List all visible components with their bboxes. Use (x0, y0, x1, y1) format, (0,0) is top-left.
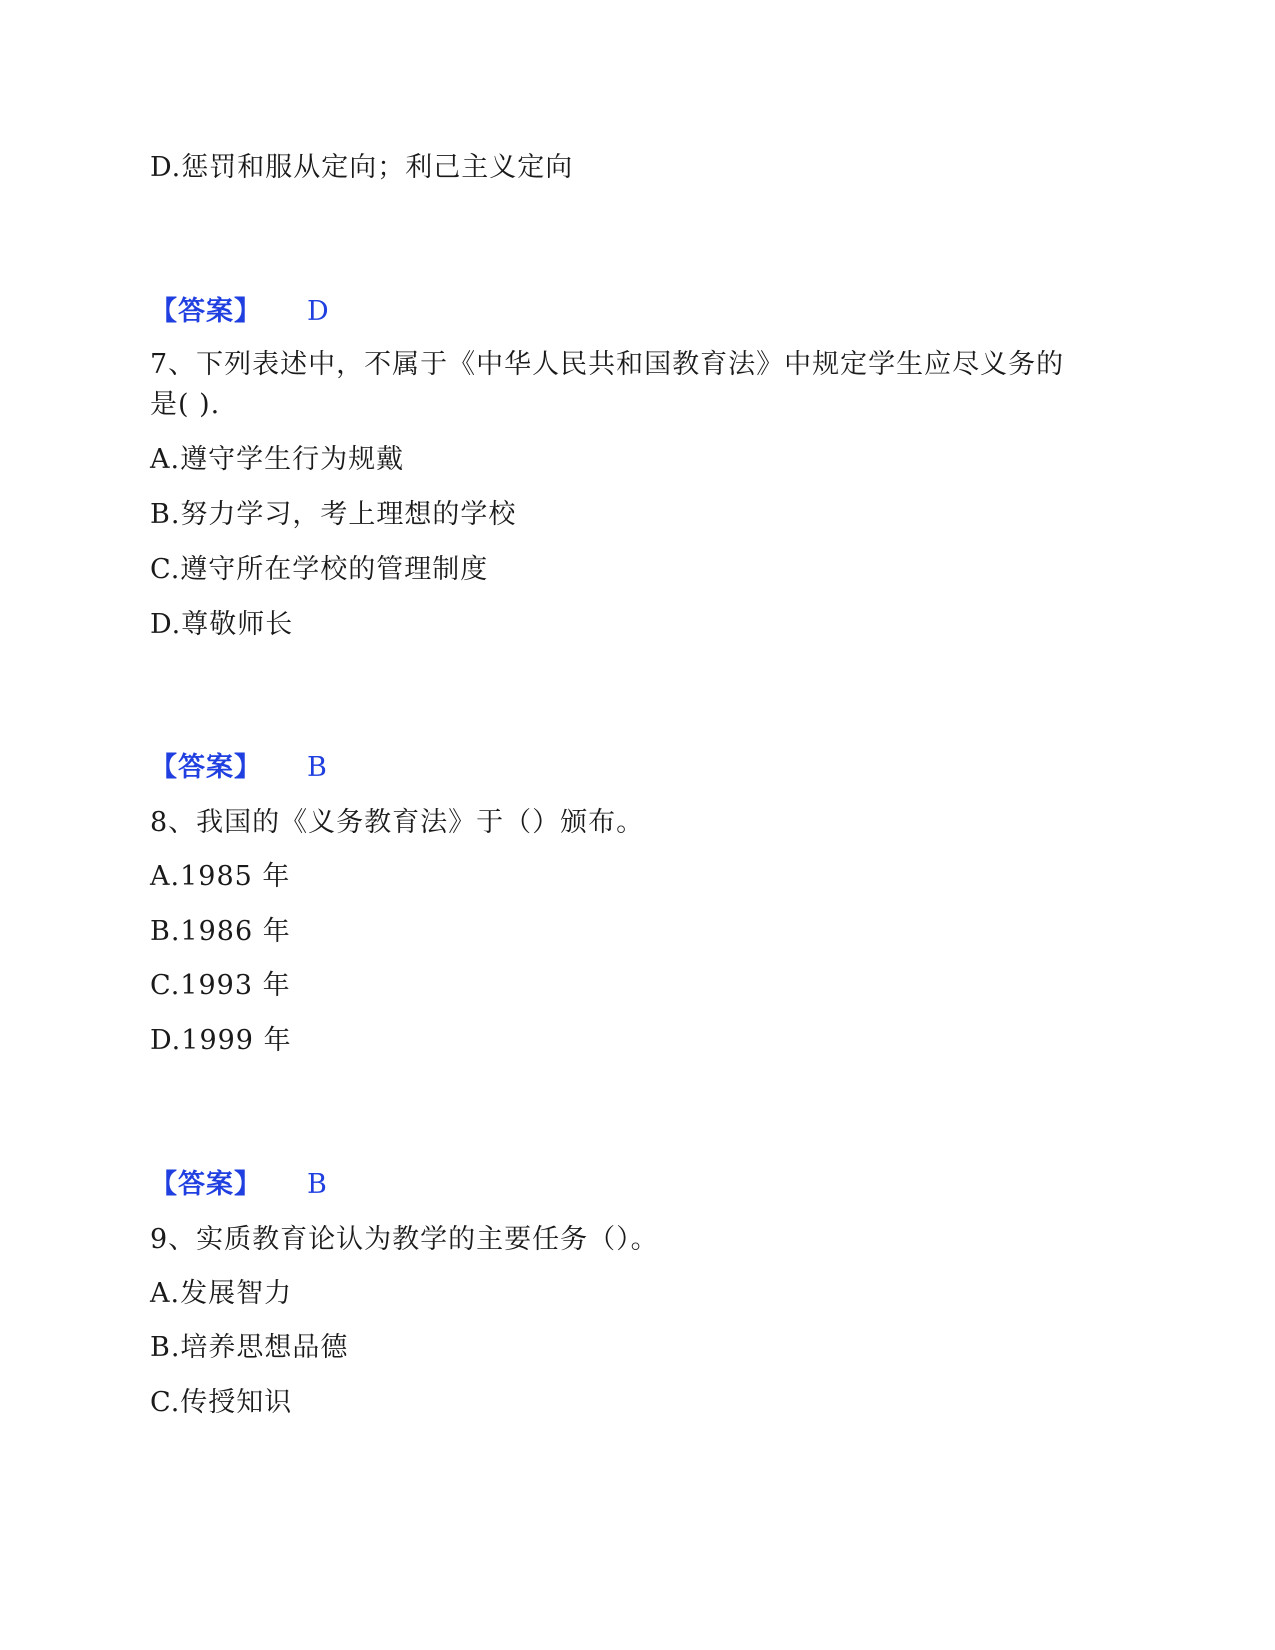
q9-option-c: C.传授知识 (150, 1387, 293, 1418)
q6-option-d: D.惩罚和服从定向；利己主义定向 (150, 152, 574, 183)
q9-stem: 9、实质教育论认为教学的主要任务（）。 (150, 1224, 659, 1255)
answer-value: B (307, 1169, 328, 1200)
q8-answer (150, 1165, 328, 1205)
q8-option-b: B.1986 年 (150, 916, 291, 947)
q7-option-a: A.遵守学生行为规戴 (150, 444, 405, 475)
q9-option-a: A.发展智力 (150, 1278, 293, 1309)
q7-option-c: C.遵守所在学校的管理制度 (150, 554, 489, 585)
q7-option-d: D.尊敬师长 (150, 609, 294, 640)
q8-option-c: C.1993 年 (150, 970, 291, 1001)
q7-stem-line1: 7、下列表述中，不属于《中华人民共和国教育法》中规定学生应尽义务的 (150, 349, 1065, 380)
q8-option-d: D.1999 年 (150, 1025, 292, 1056)
q7-stem-line2: 是( ). (150, 389, 221, 420)
answer-label: 【答案】 (150, 752, 262, 783)
q7-answer (150, 748, 328, 788)
q9-option-b: B.培养思想品德 (150, 1332, 349, 1363)
answer-value: D (307, 296, 330, 327)
answer-label: 【答案】 (150, 296, 262, 327)
answer-value: B (307, 752, 328, 783)
q8-stem: 8、我国的《义务教育法》于（）颁布。 (150, 807, 645, 838)
q8-option-a: A.1985 年 (150, 861, 291, 892)
q7-option-b: B.努力学习，考上理想的学校 (150, 499, 517, 530)
q6-answer (150, 292, 330, 332)
answer-label: 【答案】 (150, 1169, 262, 1200)
